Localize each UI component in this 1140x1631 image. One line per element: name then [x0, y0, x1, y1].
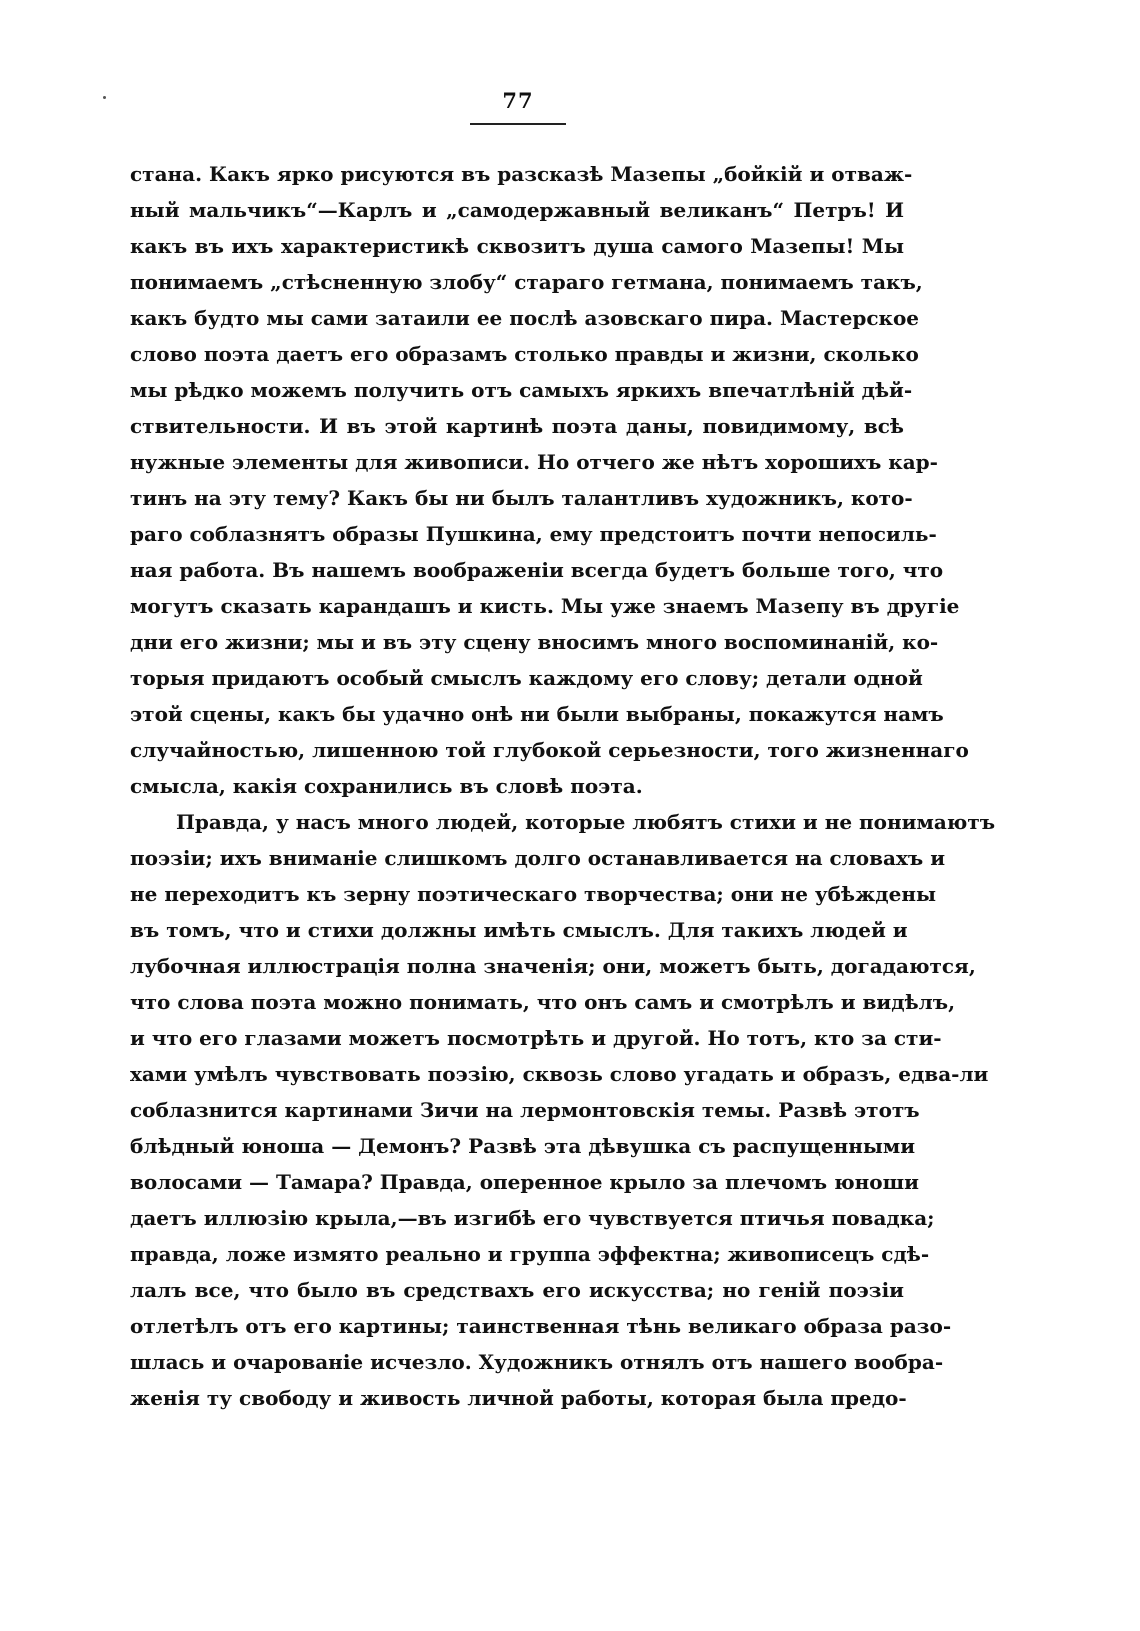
text-line: дни его жизни; мы и въ эту сцену вносимъ много воспоминаній, ко-	[130, 630, 939, 654]
scan-speck	[103, 96, 106, 99]
text-line: тинъ на эту тему? Какъ бы ни былъ талантливъ художникъ, кото-	[130, 486, 913, 510]
text-line: не переходитъ къ зерну поэтическаго творчества; они не убѣждены	[130, 882, 937, 906]
text-line: какъ будто мы сами затаили ее послѣ азовскаго пира. Мастерское	[130, 306, 920, 330]
paragraph	[130, 804, 996, 1416]
text-line: въ томъ, что и стихи должны имѣть смыслъ. Для такихъ людей и	[130, 918, 908, 942]
text-line: лалъ все, что было въ средствахъ его искусства; но геній поэзіи	[130, 1278, 904, 1302]
text-line: отлетѣлъ отъ его картины; таинственная тѣнь великаго образа разо-	[130, 1314, 952, 1338]
text-line: смысла, какія сохранились въ словѣ поэта.	[130, 774, 643, 798]
text-line: торыя придаютъ особый смыслъ каждому его слову; детали одной	[130, 666, 923, 690]
text-line: что слова поэта можно понимать, что онъ самъ и смотрѣлъ и видѣлъ,	[130, 990, 956, 1014]
text-line: раго соблазнятъ образы Пушкина, ему предстоитъ почти непосиль-	[130, 522, 937, 546]
text-line: случайностью, лишенною той глубокой серьезности, того жизненнаго	[130, 738, 969, 762]
text-line: шлась и очарованіе исчезло. Художникъ отнялъ отъ нашего вообра-	[130, 1350, 944, 1374]
text-line: и что его глазами можетъ посмотрѣть и другой. Но тотъ, кто за сти-	[130, 1026, 942, 1050]
text-line: слово поэта даетъ его образамъ столько правды и жизни, сколько	[130, 342, 919, 366]
text-line: лубочная иллюстрація полна значенія; они, можетъ быть, догадаются,	[130, 954, 976, 978]
text-line: Правда, у насъ много людей, которые любятъ стихи и не понимаютъ	[176, 810, 996, 834]
paragraph	[130, 156, 969, 804]
text-line: соблазнится картинами Зичи на лермонтовскія темы. Развѣ этотъ	[130, 1098, 920, 1122]
text-line: блѣдный юноша — Демонъ? Развѣ эта дѣвушка съ распущенными	[130, 1134, 916, 1158]
page-number: 77	[502, 88, 534, 113]
text-line: этой сцены, какъ бы удачно онѣ ни были выбраны, покажутся намъ	[130, 702, 944, 726]
body-text	[130, 156, 996, 1416]
text-line: мы рѣдко можемъ получить отъ самыхъ яркихъ впечатлѣній дѣй-	[130, 378, 913, 402]
text-line: стана. Какъ ярко рисуются въ разсказѣ Мазепы „бойкій и отваж-	[130, 162, 913, 186]
text-line: поэзіи; ихъ вниманіе слишкомъ долго останавливается на словахъ и	[130, 846, 946, 870]
text-line: какъ въ ихъ характеристикѣ сквозитъ душа самого Мазепы! Мы	[130, 234, 904, 258]
text-line: ствительности. И въ этой картинѣ поэта даны, повидимому, всѣ	[130, 414, 904, 438]
text-line: хами умѣлъ чувствовать поэзію, сквозь слово угадать и образъ, едва-ли	[130, 1062, 989, 1086]
text-line: волосами — Тамара? Правда, оперенное крыло за плечомъ юноши	[130, 1170, 919, 1194]
text-line: нужные элементы для живописи. Но отчего же нѣтъ хорошихъ кар-	[130, 450, 938, 474]
text-line: женія ту свободу и живость личной работы, которая была предо-	[130, 1386, 907, 1410]
text-line: могутъ сказать карандашъ и кисть. Мы уже знаемъ Мазепу въ другіе	[130, 594, 960, 618]
text-line: ный мальчикъ“—Карлъ и „самодержавный великанъ“ Петръ! И	[130, 198, 904, 222]
text-line: даетъ иллюзію крыла,—въ изгибѣ его чувствуется птичья повадка;	[130, 1206, 935, 1230]
text-line: ная работа. Въ нашемъ воображеніи всегда будетъ больше того, что	[130, 558, 944, 582]
page-number-rule	[470, 123, 566, 125]
text-line: понимаемъ „стѣсненную злобу“ стараго гетмана, понимаемъ такъ,	[130, 270, 923, 294]
text-line: правда, ложе измято реально и группа эффектна; живописецъ сдѣ-	[130, 1242, 930, 1266]
